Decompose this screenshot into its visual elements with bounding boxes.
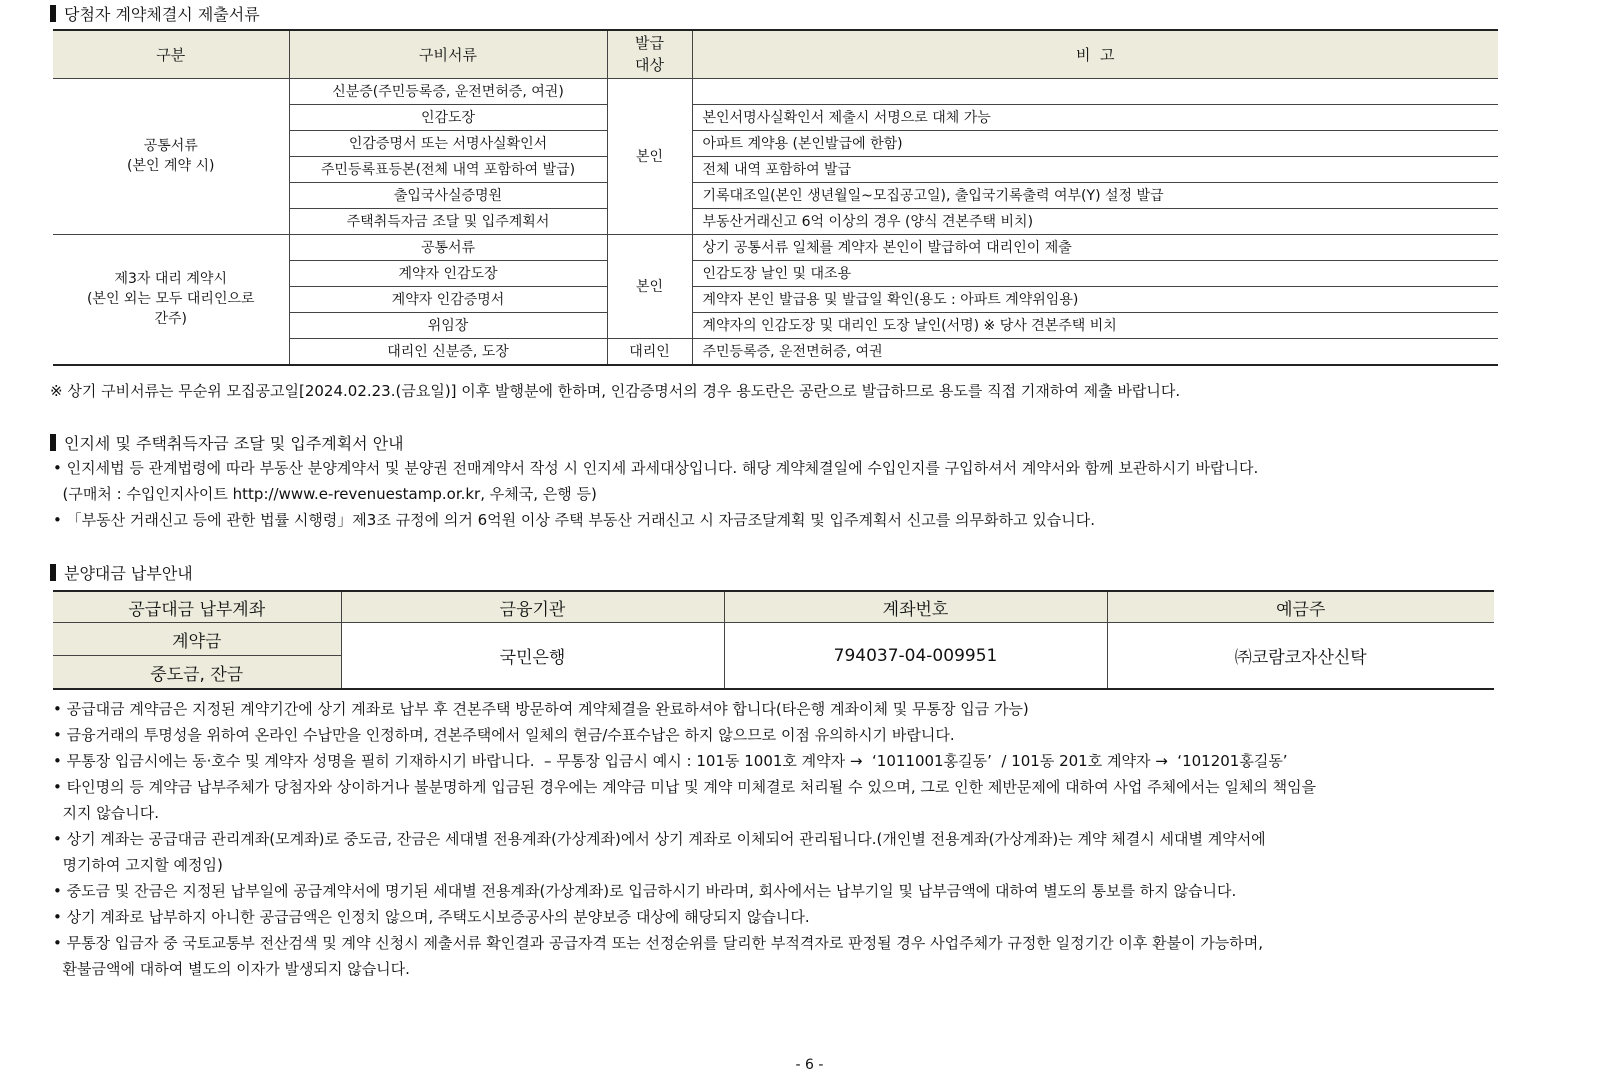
note-cell: 전체 내역 포함하여 발급 — [692, 156, 1498, 182]
doc-cell: 계약자 인감도장 — [289, 260, 607, 286]
doc-cell: 인감증명서 또는 서명사실확인서 — [289, 130, 607, 156]
section-title-documents — [50, 2, 260, 25]
list-item: 지지 않습니다. — [53, 804, 160, 822]
doc-cell: 계약자 인감증명서 — [289, 286, 607, 312]
doc-cell: 공통서류 — [289, 234, 607, 260]
list-item: 명기하여 고지할 예정임) — [53, 856, 223, 874]
list-item: • 무통장 입금자 중 국토교통부 전산검색 및 계약 신청시 제출서류 확인결과 공급자격 또는 선정순위를 달리한 부적격자로 판정될 경우 사업주체가 규정한 일정기간 이후 환불이 가능하며, — [53, 934, 1264, 952]
header-category: 구분 — [53, 30, 289, 78]
list-item: • 상기 계좌는 공급대금 관리계좌(모계좌)로 중도금, 잔금은 세대별 전용계좌(가상계좌)에서 상기 계좌로 이체되어 관리됩니다.(개인별 전용계좌(가상계좌)는 계약 체결시 세대별 계약서에 — [53, 830, 1266, 848]
header-remarks: 비 고 — [692, 30, 1498, 78]
note-cell: 상기 공통서류 일체를 계약자 본인이 발급하여 대리인이 제출 — [692, 234, 1498, 260]
note-cell: 계약자의 인감도장 및 대리인 도장 날인(서명) ※ 당사 견본주택 비치 — [692, 312, 1498, 338]
section-marker — [50, 434, 56, 451]
note-cell: 기록대조일(본인 생년월일~모집공고일), 출입국기록출력 여부(Y) 설정 발급 — [692, 182, 1498, 208]
note-cell: 부동산거래신고 6억 이상의 경우 (양식 견본주택 비치) — [692, 208, 1498, 234]
section-title-text: 당첨자 계약체결시 제출서류 — [64, 5, 260, 24]
note-cell: 본인서명사실확인서 제출시 서명으로 대체 가능 — [692, 104, 1498, 130]
list-item: • 공급대금 계약금은 지정된 계약기간에 상기 계좌로 납부 후 견본주택 방문하여 계약체결을 완료하셔야 합니다(타은행 계좌이체 및 무통장 입금 가능) — [53, 700, 1029, 718]
target-cell: 본인 — [607, 78, 692, 234]
note-cell: 계약자 본인 발급용 및 발급일 확인(용도 : 아파트 계약위임용) — [692, 286, 1498, 312]
payment-account-table — [53, 590, 1494, 690]
list-item: • 타인명의 등 계약금 납부주체가 당첨자와 상이하거나 불분명하게 입금된 경우에는 계약금 미납 및 계약 미체결로 처리될 수 있으며, 그로 인한 제반문제에 대하여 사업 주체에서는 일체의 책임을 — [53, 778, 1317, 796]
table-header-row — [53, 591, 1494, 623]
section-title-text: 인지세 및 주택취득자금 조달 및 입주계획서 안내 — [64, 434, 404, 453]
list-item: • 인지세법 등 관계법령에 따라 부동산 분양계약서 및 분양권 전매계약서 작성 시 인지세 과세대상입니다. 해당 계약체결일에 수입인지를 구입하셔서 계약서와 함께 보관하시기 바랍니다. — [53, 459, 1259, 477]
doc-cell: 위임장 — [289, 312, 607, 338]
table-row — [53, 234, 1498, 260]
table-header-row — [53, 30, 1498, 78]
payment-notes — [53, 696, 1316, 982]
stamp-tax-notes — [53, 455, 1258, 533]
target-cell: 대리인 — [607, 338, 692, 365]
doc-cell: 인감도장 — [289, 104, 607, 130]
header-account-number: 계좌번호 — [724, 591, 1107, 623]
list-item: (구매처 : 수입인지사이트 http://www.e-revenuestamp.or.kr, 우체국, 은행 등) — [53, 485, 597, 503]
section-marker — [50, 564, 56, 581]
header-bank: 금융기관 — [341, 591, 724, 623]
target-cell: 본인 — [607, 234, 692, 338]
header-issue-target: 발급 대상 — [607, 30, 692, 78]
page-number: - 6 - — [795, 1057, 824, 1073]
list-item: • 무통장 입금시에는 동·호수 및 계약자 성명을 필히 기재하시기 바랍니다. – 무통장 입금시 예시 : 101동 1001호 계약자 → ‘1011001홍길동’ / 101동 201호 계약자 → ‘101201홍길동’ — [53, 752, 1288, 770]
documents-footnote: ※ 상기 구비서류는 무순위 모집공고일[2024.02.23.(금요일)] 이후 발행분에 한하며, 인감증명서의 경우 용도란은 공란으로 발급하므로 용도를 직접 기재하여 제출 바랍니다. — [50, 382, 1181, 400]
section-marker — [50, 5, 56, 22]
section-title-payment — [50, 561, 193, 584]
header-account-type: 공급대금 납부계좌 — [53, 591, 341, 623]
group-label-proxy: 제3자 대리 계약시 (본인 외는 모두 대리인으로 간주) — [53, 234, 289, 365]
section-title-text: 분양대금 납부안내 — [64, 564, 193, 583]
doc-cell: 주민등록표등본(전체 내역 포함하여 발급) — [289, 156, 607, 182]
label-interim-balance: 중도금, 잔금 — [53, 656, 341, 690]
table-row — [53, 78, 1498, 104]
note-cell: 주민등록증, 운전면허증, 여권 — [692, 338, 1498, 365]
label-deposit: 계약금 — [53, 623, 341, 656]
note-cell: 아파트 계약용 (본인발급에 한함) — [692, 130, 1498, 156]
account-number-cell: 794037-04-009951 — [724, 623, 1107, 690]
doc-cell: 주택취득자금 조달 및 입주계획서 — [289, 208, 607, 234]
note-cell: 인감도장 날인 및 대조용 — [692, 260, 1498, 286]
header-account-holder: 예금주 — [1107, 591, 1494, 623]
list-item: • 상기 계좌로 납부하지 아니한 공급금액은 인정치 않으며, 주택도시보증공사의 분양보증 대상에 해당되지 않습니다. — [53, 908, 810, 926]
section-title-stamp-tax — [50, 431, 404, 454]
list-item: 환불금액에 대하여 별도의 이자가 발생되지 않습니다. — [53, 960, 410, 978]
documents-table — [53, 29, 1498, 366]
doc-cell: 대리인 신분증, 도장 — [289, 338, 607, 365]
group-label-common: 공통서류 (본인 계약 시) — [53, 78, 289, 234]
header-documents: 구비서류 — [289, 30, 607, 78]
list-item: • 중도금 및 잔금은 지정된 납부일에 공급계약서에 명기된 세대별 전용계좌(가상계좌)로 입금하시기 바라며, 회사에서는 납부기일 및 납부금액에 대하여 별도의 통보를 하지 않습니다. — [53, 882, 1237, 900]
list-item: • 금융거래의 투명성을 위하여 온라인 수납만을 인정하며, 견본주택에서 일체의 현금/수표수납은 하지 않으므로 이점 유의하시기 바랍니다. — [53, 726, 955, 744]
doc-cell: 신분증(주민등록증, 운전면허증, 여권) — [289, 78, 607, 104]
table-row — [53, 623, 1494, 656]
note-cell — [692, 78, 1498, 104]
doc-cell: 출입국사실증명원 — [289, 182, 607, 208]
bank-cell: 국민은행 — [341, 623, 724, 690]
list-item: • 「부동산 거래신고 등에 관한 법률 시행령」제3조 규정에 의거 6억원 이상 주택 부동산 거래신고 시 자금조달계획 및 입주계획서 신고를 의무화하고 있습니다. — [53, 511, 1095, 529]
account-holder-cell: ㈜코람코자산신탁 — [1107, 623, 1494, 690]
